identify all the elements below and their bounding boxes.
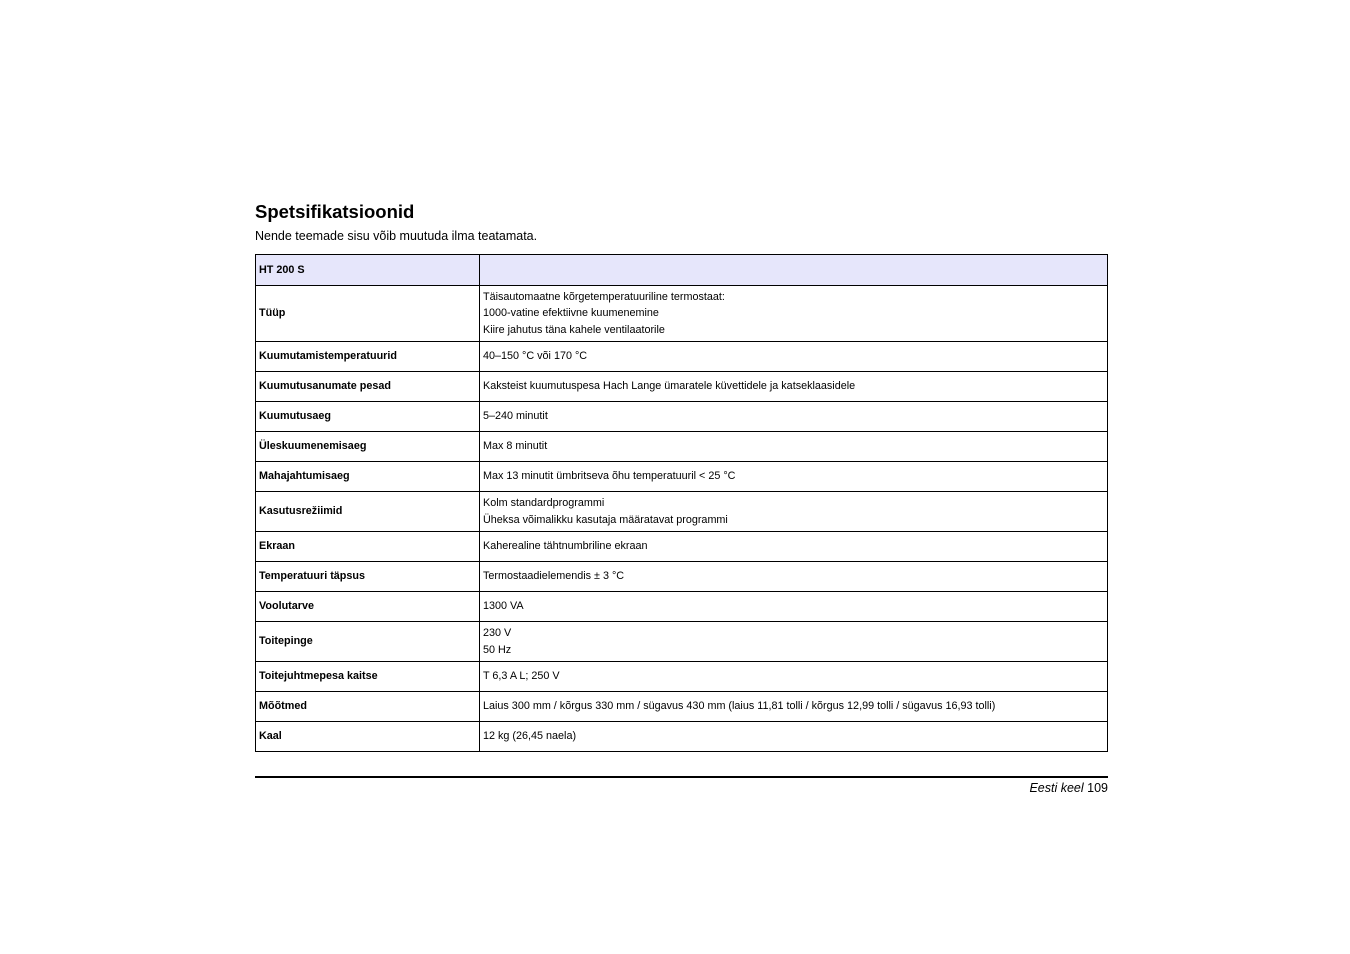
table-row <box>256 492 1108 532</box>
table-row <box>256 462 1108 492</box>
spec-label: Kuumutamistemperatuurid <box>256 342 480 372</box>
spec-label: Mõõtmed <box>256 692 480 722</box>
table-row <box>256 286 1108 342</box>
spec-value <box>480 722 1108 752</box>
spec-value <box>480 462 1108 492</box>
page-title: Spetsifikatsioonid <box>255 201 415 222</box>
table-row <box>256 432 1108 462</box>
spec-value <box>480 592 1108 622</box>
spec-label: Kaal <box>256 722 480 752</box>
spec-value-line: 12 kg (26,45 naela) <box>483 730 577 743</box>
page-footer <box>1029 780 1108 796</box>
spec-label: Mahajahtumisaeg <box>256 462 480 492</box>
table-header-model: HT 200 S <box>256 255 480 286</box>
spec-value-line: Max 8 minutit <box>483 440 548 453</box>
spec-value <box>480 692 1108 722</box>
spec-label: Ekraan <box>256 532 480 562</box>
table-row <box>256 372 1108 402</box>
spec-value <box>480 662 1108 692</box>
spec-value-line: Kaksteist kuumutuspesa Hach Lange ümaratele küvettidele ja katseklaasidele <box>483 380 856 393</box>
spec-value-line: 1000-vatine efektiivne kuumenemine <box>483 307 659 320</box>
table-row <box>256 592 1108 622</box>
table-row <box>256 662 1108 692</box>
spec-value <box>480 562 1108 592</box>
spec-value-line: 230 V <box>483 627 512 640</box>
table-row <box>256 562 1108 592</box>
table-row <box>256 342 1108 372</box>
spec-value <box>480 342 1108 372</box>
footer-language: Eesti keel <box>1029 781 1084 795</box>
spec-label: Voolutarve <box>256 592 480 622</box>
spec-value-line: Kiire jahutus täna kahele ventilaatorile <box>483 323 665 336</box>
table-row <box>256 402 1108 432</box>
spec-value <box>480 372 1108 402</box>
spec-label: Üleskuumenemisaeg <box>256 432 480 462</box>
spec-value <box>480 432 1108 462</box>
spec-value <box>480 492 1108 532</box>
spec-value-line: 5–240 minutit <box>483 410 548 423</box>
spec-value <box>480 532 1108 562</box>
spec-value-line: Üheksa võimalikku kasutaja määratavat programmi <box>483 513 728 526</box>
spec-value <box>480 286 1108 342</box>
spec-value-line: T 6,3 A L; 250 V <box>483 670 560 683</box>
table-header-value <box>480 255 1108 286</box>
spec-value-line: 1300 VA <box>483 600 524 613</box>
page-number: 109 <box>1087 781 1108 795</box>
footer-divider <box>255 776 1108 778</box>
spec-label: Kuumutusaeg <box>256 402 480 432</box>
spec-label: Tüüp <box>256 286 480 342</box>
spec-value-line: Kolm standardprogrammi <box>483 497 605 510</box>
table-row <box>256 622 1108 662</box>
table-header-row <box>256 255 1108 286</box>
spec-label: Kasutusrežiimid <box>256 492 480 532</box>
spec-value <box>480 402 1108 432</box>
spec-value-line: Kaherealine tähtnumbriline ekraan <box>483 540 648 553</box>
page-subtitle: Nende teemade sisu võib muutuda ilma teatamata. <box>255 229 538 243</box>
spec-label: Kuumutusanumate pesad <box>256 372 480 402</box>
spec-label: Toitepinge <box>256 622 480 662</box>
spec-value-line: 50 Hz <box>483 643 512 656</box>
spec-value <box>480 622 1108 662</box>
table-row <box>256 532 1108 562</box>
table-row <box>256 692 1108 722</box>
spec-value-line: Max 13 minutit ümbritseva õhu temperatuuril < 25 °C <box>483 470 736 483</box>
spec-label: Toitejuhtmepesa kaitse <box>256 662 480 692</box>
specifications-table <box>255 254 1108 752</box>
spec-value-line: 40–150 °C või 170 °C <box>483 350 588 363</box>
spec-value-line: Laius 300 mm / kõrgus 330 mm / sügavus 430 mm (laius 11,81 tolli / kõrgus 12,99 tolli / sügavus 16,93 tolli) <box>483 700 996 713</box>
spec-value-line: Termostaadielemendis ± 3 °C <box>483 570 625 583</box>
spec-value-line: Täisautomaatne kõrgetemperatuuriline termostaat: <box>483 291 725 304</box>
spec-label: Temperatuuri täpsus <box>256 562 480 592</box>
table-row <box>256 722 1108 752</box>
